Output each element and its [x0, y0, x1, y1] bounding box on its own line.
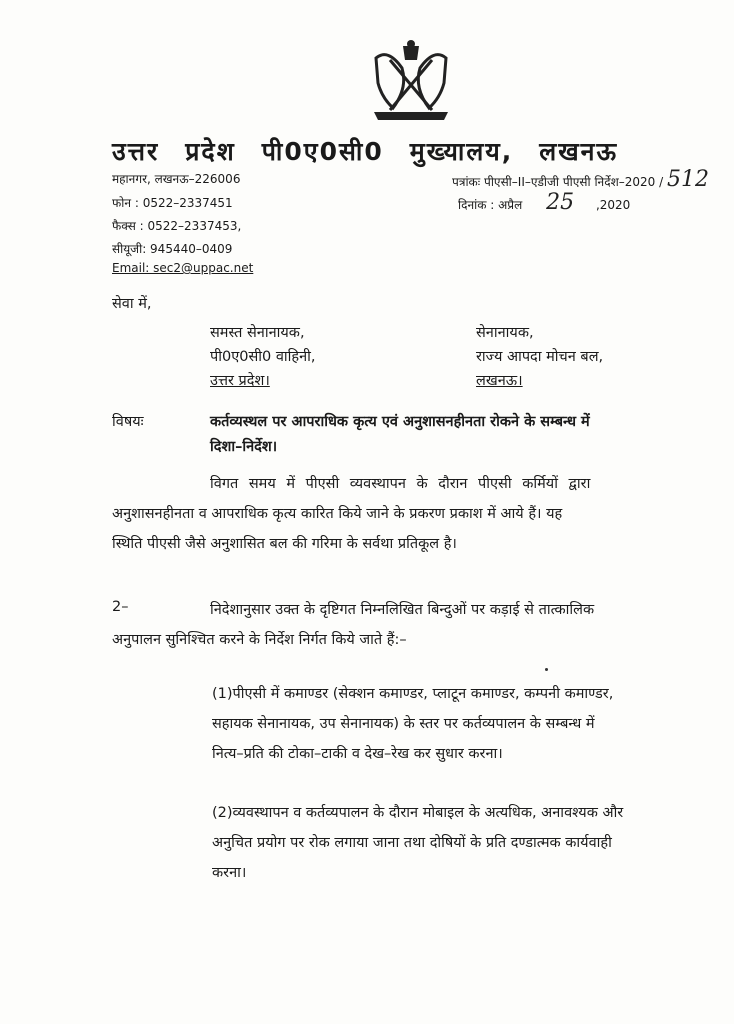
reference-number: 512 — [666, 167, 709, 192]
point1-line-1: (1)पीएसी में कमाण्डर (सेक्शन कमाण्डर, प्लाटून कमाण्डर, कम्पनी कमाण्डर, — [212, 686, 614, 702]
email-link[interactable]: Email: sec2@uppac.net — [112, 261, 254, 275]
point2-line-1: (2)व्यवस्थापन व कर्तव्यपालन के दौरान मोबाइल के अत्यधिक, अनावश्यक और — [212, 805, 624, 821]
date-line — [458, 190, 630, 215]
reference-line — [452, 167, 709, 192]
para1-line-3: स्थिति पीएसी जैसे अनुशासित बल की गरिमा के सर्वथा प्रतिकूल है। — [112, 536, 457, 552]
subject-label: विषयः — [112, 414, 144, 430]
subject-line-1: कर्तव्यस्थल पर आपराधिक कृत्य एवं अनुशासनहीनता रोकने के सम्बन्ध में — [210, 414, 590, 430]
date-label: दिनांक : अप्रैल — [458, 198, 523, 212]
para2-line-1: निदेशानुसार उक्त के दृष्टिगत निम्नलिखित बिन्दुओं पर कड़ाई से तात्कालिक — [210, 602, 595, 618]
reference-label: पत्रांकः पीएसी–II–एडीजी पीएसी निर्देश–2020 / — [452, 175, 664, 189]
title-word: उत्तर — [112, 137, 160, 166]
title-word: पी0ए0सी0 — [261, 137, 384, 166]
cug-line: सीयूजी: 945440–0409 — [112, 242, 233, 256]
point2-line-3: करना। — [212, 865, 247, 881]
subject-line-2: दिशा–निर्देश। — [210, 439, 278, 455]
office-title — [112, 134, 644, 168]
recipient-left-2: पी0ए0सी0 वाहिनी, — [210, 349, 316, 365]
address-line: महानगर, लखनऊ–226006 — [112, 172, 241, 186]
recipient-right-2: राज्य आपदा मोचन बल, — [476, 349, 604, 365]
phone-line: फोन : 0522–2337451 — [112, 196, 233, 210]
title-word: मुख्यालय, — [409, 137, 514, 166]
point1-line-2: सहायक सेनानायक, उप सेनानायक) के स्तर पर कर्तव्यपालन के सम्बन्ध में — [212, 716, 595, 732]
para1-line-2: अनुशासनहीनता व आपराधिक कृत्य कारित किये जाने के प्रकरण प्रकाश में आये हैं। यह — [112, 506, 563, 522]
date-year: ,2020 — [595, 198, 631, 212]
para2-line-2: अनुपालन सुनिश्चित करने के निर्देश निर्गत किये जाते हैं:– — [112, 632, 407, 648]
scan-speck — [545, 668, 548, 671]
point1-line-3: नित्य–प्रति की टोका–टाकी व देख–रेख कर सुधार करना। — [212, 746, 503, 762]
para2-number: 2– — [112, 599, 129, 615]
uppac-emblem-icon — [368, 38, 454, 124]
recipient-left-3: उत्तर प्रदेश। — [210, 373, 270, 389]
recipient-left-1: समस्त सेनानायक, — [210, 325, 305, 341]
title-word: लखनऊ — [539, 137, 619, 166]
para1-line-1: विगत समय में पीएसी व्यवस्थापन के दौरान पीएसी कर्मियों द्वारा — [210, 476, 591, 492]
recipient-right-1: सेनानायक, — [476, 325, 534, 341]
date-day: 25 — [546, 190, 575, 215]
recipient-right-3: लखनऊ। — [476, 373, 523, 389]
fax-line: फैक्स : 0522–2337453, — [112, 219, 242, 233]
salutation: सेवा में, — [112, 296, 152, 312]
point2-line-2: अनुचित प्रयोग पर रोक लगाया जाना तथा दोषियों के प्रति दण्डात्मक कार्यवाही — [212, 835, 612, 851]
title-word: प्रदेश — [185, 137, 236, 166]
